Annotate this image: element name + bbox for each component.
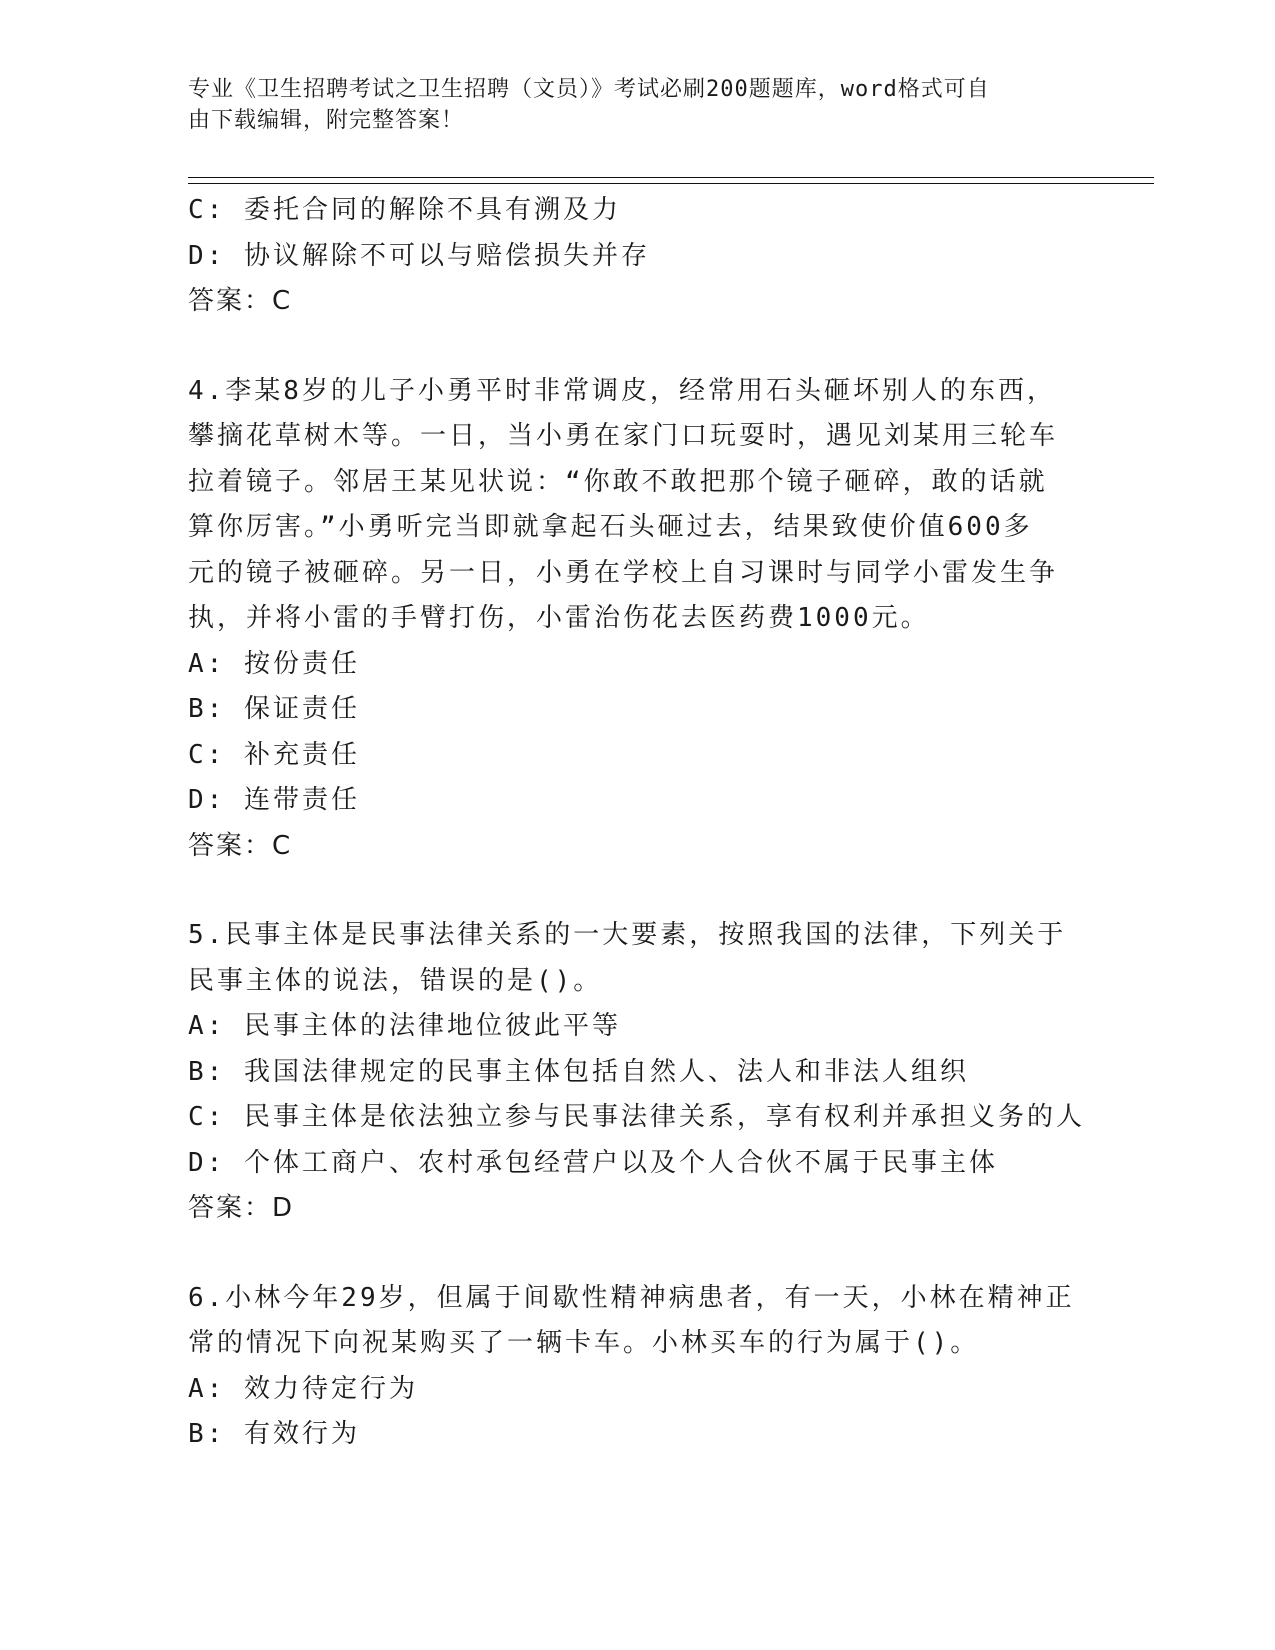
q4-stem-line-4: 算你厉害。”小勇听完当即就拿起石头砸过去，结果致使价值600多	[188, 512, 1033, 542]
q4-option-b: B: 保证责任	[188, 694, 360, 724]
q3-option-c: C: 委托合同的解除不具有溯及力	[188, 195, 621, 225]
q5-option-d: D: 个体工商户、农村承包经营户以及个人合伙不属于民事主体	[188, 1147, 998, 1178]
q6-stem-line-1: 6.小林今年29岁，但属于间歇性精神病患者，有一天，小林在精神正	[188, 1282, 1075, 1313]
question-5	[188, 913, 1088, 1232]
header-line-1: 专业《卫生招聘考试之卫生招聘（文员）》考试必刷200题题库，word格式可自	[188, 77, 990, 102]
question-spacer	[188, 325, 1088, 369]
question-spacer	[188, 869, 1088, 913]
q5-answer: 答案：D	[188, 1193, 295, 1223]
q5-option-b: B: 我国法律规定的民事主体包括自然人、法人和非法人组织	[188, 1056, 969, 1087]
header-rule-bottom	[188, 183, 1154, 184]
q3-answer: 答案：C	[188, 286, 293, 316]
q6-stem-line-2: 常的情况下向祝某购买了一辆卡车。小林买车的行为属于()。	[188, 1328, 980, 1358]
question-6	[188, 1276, 1088, 1458]
q4-stem-line-5: 元的镜子被砸碎。另一日，小勇在学校上自习课时与同学小雷发生争	[188, 557, 1059, 588]
q5-option-c: C: 民事主体是依法独立参与民事法律关系，享有权利并承担义务的人	[188, 1102, 1085, 1132]
q4-stem-line-2: 攀摘花草树木等。一日，当小勇在家门口玩耍时，遇见刘某用三轮车	[188, 421, 1059, 451]
document-body	[188, 188, 1088, 1458]
header-rule-top	[188, 177, 1154, 178]
q4-option-d: D: 连带责任	[188, 785, 360, 815]
q5-stem-line-2: 民事主体的说法，错误的是()。	[188, 965, 603, 996]
q4-answer: 答案：C	[188, 830, 293, 861]
question-spacer	[188, 1232, 1088, 1276]
question-4	[188, 369, 1088, 870]
q4-stem-line-6: 执，并将小雷的手臂打伤，小雷治伤花去医药费1000元。	[188, 603, 930, 633]
q6-option-a: A: 效力待定行为	[188, 1373, 418, 1404]
q4-stem-line-1: 4.李某8岁的儿子小勇平时非常调皮，经常用石头砸坏别人的东西，	[188, 375, 1056, 406]
q4-stem-line-3: 拉着镜子。邻居王某见状说：“你敢不敢把那个镜子砸碎，敢的话就	[188, 466, 1048, 497]
header-line-2: 由下载编辑，附完整答案！	[188, 108, 465, 133]
q3-option-d: D: 协议解除不可以与赔偿损失并存	[188, 240, 650, 271]
q5-stem-line-1: 5.民事主体是民事法律关系的一大要素，按照我国的法律，下列关于	[188, 920, 1067, 950]
q4-option-a: A: 按份责任	[188, 648, 360, 679]
q4-option-c: C: 补充责任	[188, 739, 360, 770]
document-header	[188, 74, 1068, 136]
question-3	[188, 188, 1088, 325]
q6-option-b: B: 有效行为	[188, 1419, 360, 1449]
q5-option-a: A: 民事主体的法律地位彼此平等	[188, 1011, 621, 1041]
